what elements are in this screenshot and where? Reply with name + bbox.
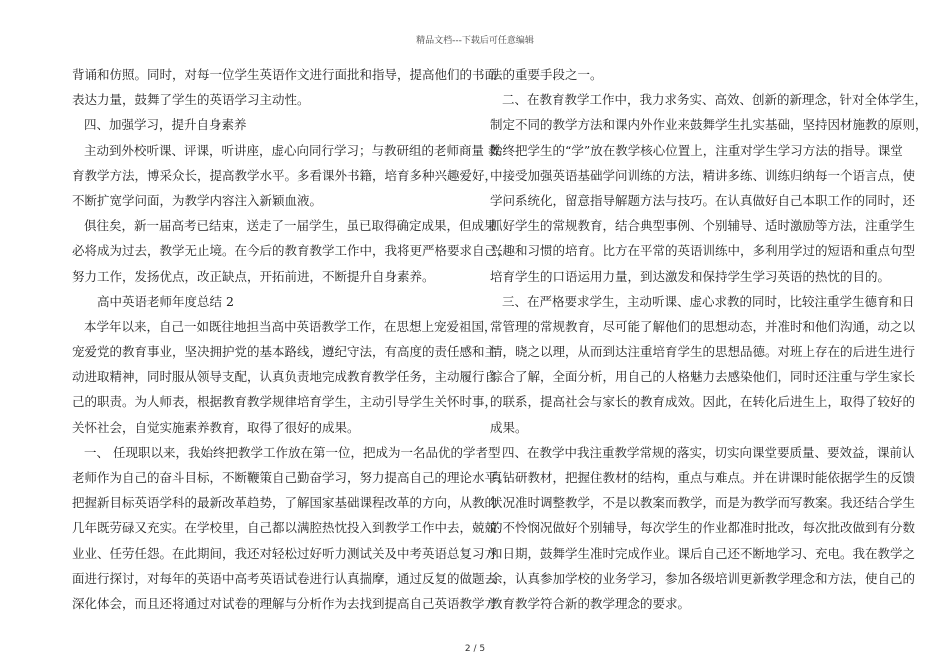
text-line: 制定不同的教学方法和课内外作业来鼓舞学生扎实基础，坚持因材施教的原则， (490, 117, 928, 133)
text-line: 育教学方法，博采众长，提高教学水平。多看课外书籍，培育多种兴趣爱好， (72, 167, 498, 183)
text-line: 面进行探讨，对每年的英语中高考英语试卷进行认真揣摩，通过反复的做题去 (72, 570, 498, 586)
text-line: 余，认真参加学校的业务学习，参加各级培训更新教学理念和方法，使自己的 (490, 570, 916, 586)
text-line: 不断扩宽学问面，为教学内容注入新颖血液。 (72, 192, 323, 208)
page-header: 精品文档---下载后可任意编辑 (416, 36, 534, 46)
section-heading: 四、加强学习，提升自身素养 (84, 117, 247, 133)
text-line: 宠爱党的教育事业，坚决拥护党的基本路线，遵纪守法，有高度的责任感和主 (72, 344, 498, 360)
text-line: 的联系，提高社会与家长的教育成效。因此，在转化后进生上，取得了较好的 (490, 394, 916, 410)
text-line: 主动到外校听课、评课，听讲座，虚心向同行学习；与教研组的老师商量 教 (84, 142, 501, 158)
text-line: 把握新目标英语学科的最新改革趋势，了解国家基础课程改革的方向，从教的 (72, 495, 498, 511)
left-column (72, 62, 510, 616)
text-line: 的不怜悯况做好个别辅导，每次学生的作业都准时批改，每次批改做到有分数 (490, 520, 916, 536)
text-line: 己的职责。为人师表，根据教育教学规律培育学生，主动引导学生关怀时事， (72, 394, 498, 410)
text-line: 学问系统化，留意指导解题方法与技巧。在认真做好自己本职工作的同时，还 (490, 192, 916, 208)
text-line: 努力工作，发扬优点，改正缺点，开拓前进，不断提升自身素养。 (72, 268, 435, 284)
text-line: 综合了解，全面分析，用自己的人格魅力去感染他们，同时还注重与学生家长 (490, 369, 916, 385)
text-line: 表达力量，鼓舞了学生的英语学习主动性。 (72, 92, 310, 108)
text-line: 深化体会，而且还将通过对试卷的理解与分析作为去找到提高自己英语教学方 (72, 595, 498, 611)
text-line: 兴趣和习惯的培育。比方在平常的英语训练中，多利用学过的短语和重点句型 (490, 243, 916, 259)
text-line: 和日期，鼓舞学生准时完成作业。课后自己还不断地学习、充电。我在教学之 (490, 545, 916, 561)
text-line: 老师作为自己的奋斗目标，不断鞭策自己勤奋学习，努力提高自己的理论水平， (72, 470, 510, 485)
text-line: 四、在教学中我注重教学常规的落实，切实向课堂要质量、要效益，课前认 (502, 444, 915, 460)
text-line: 真钻研教材，把握住教材的结构，重点与难点。并在讲课时能依据学生的反馈 (490, 470, 916, 485)
text-line: 背诵和仿照。同时，对每一位学生英语作文进行面批和指导，提高他们的书面 (72, 67, 498, 82)
text-line: 抓好学生的常规教育，结合典型事例、个别辅导、适时激励等方法，注重学生 (490, 218, 916, 234)
text-line: 情，晓之以理，从而到达注重培育学生的思想品德。对班上存在的后进生进行 (490, 344, 916, 360)
text-line: 始终把学生的“学”放在教学核心位置上，注重对学生学习方法的指导。课堂 (490, 142, 903, 158)
text-line: 教育教学符合新的教学理念的要求。 (490, 595, 691, 611)
text-line: 状况准时调整教学，不是以教案而教学，而是为教学而写教案。我还结合学生 (490, 495, 916, 511)
text-line: 动进取精神，同时服从领导支配，认真负责地完成教育教学任务，主动履行自 (72, 369, 498, 385)
text-line: 业业、任劳任怨。在此期间，我还对轻松过好听力测试关及中考英语总复习方 (72, 545, 498, 561)
text-line: 成果。 (490, 419, 528, 435)
text-line: 三、在严格要求学生，主动听课、虚心求教的同时，比较注重学生德育和日 (502, 293, 915, 309)
text-line: 二、在教育教学工作中，我力求务实、高效、创新的新理念，针对全体学生， (502, 92, 928, 108)
text-line: 几年既劳碌又充实。在学校里，自己都以满腔热忱投入到教学工作中去，兢兢 (72, 520, 498, 536)
text-line: 关怀社会，自觉实施素养教育，取得了很好的成果。 (72, 419, 360, 435)
text-line: 本学年以来，自己一如既往地担当高中英语教学工作，在思想上宠爱祖国， (84, 318, 497, 334)
section-title: 高中英语老师年度总结 2 (97, 293, 234, 309)
text-line: 必将成为过去，教学无止境。在今后的教育教学工作中，我将更严格要求自己， (72, 243, 510, 259)
right-column (490, 62, 928, 616)
text-line: 常管理的常规教育，尽可能了解他们的思想动态，并准时和他们沟通，动之以 (490, 318, 916, 334)
text-line: 一、 任现职以来，我始终把教学工作放在第一位，把成为一名品优的学者型 (84, 444, 501, 460)
text-line: 培育学生的口语运用力量，到达激发和保持学生学习英语的热忱的目的。 (490, 268, 891, 284)
page-number: 2 / 5 (464, 644, 486, 654)
text-line: 俱往矣，新一届高考已结束，送走了一届学生，虽已取得确定成果，但成果 (84, 218, 497, 234)
text-line: 中接受加强英语基础学问训练的方法，精讲多练、训练归纳每一个语言点，使 (490, 167, 916, 183)
text-line: 法的重要手段之一。 (490, 67, 603, 82)
